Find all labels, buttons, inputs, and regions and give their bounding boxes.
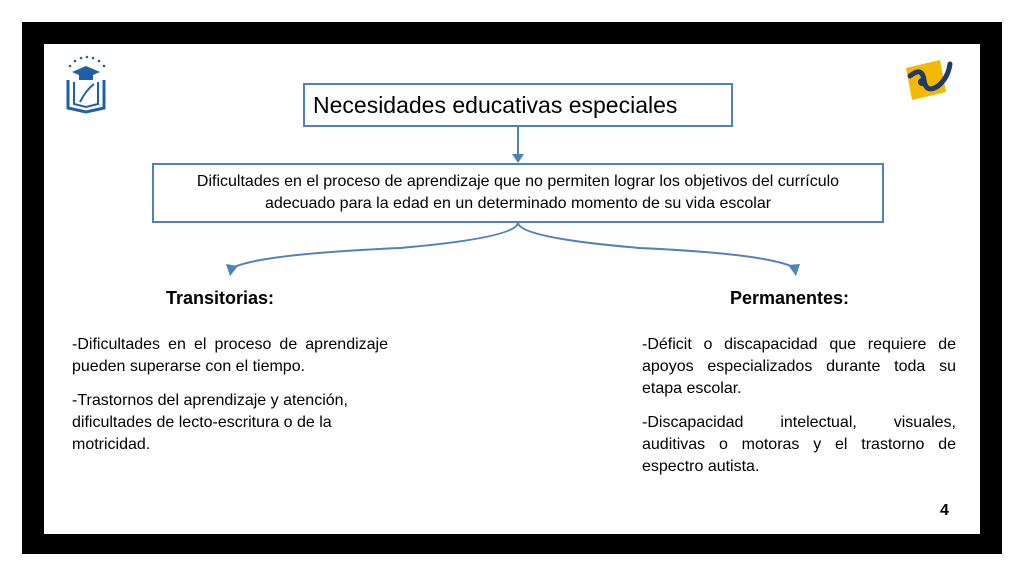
- right-column-text: [642, 334, 956, 490]
- description-box: [152, 163, 884, 223]
- left-branch-arrowhead: [226, 264, 238, 276]
- left-column-text: [72, 334, 388, 468]
- right-branch-curve: [518, 223, 795, 268]
- left-branch-curve: [232, 223, 518, 268]
- left-item-1: -Dificultades en el proceso de aprendizaje pueden superarse con el tiempo.: [72, 336, 388, 375]
- title-connector-arrowhead: [512, 154, 524, 163]
- right-item-1: -Déficit o discapacidad que requiere de apoyos especializados durante toda su etapa escolar.: [642, 336, 956, 397]
- main-title: Necesidades educativas especiales: [313, 91, 678, 118]
- right-column-heading: Permanentes:: [730, 288, 850, 308]
- left-column-heading: Transitorias:: [166, 288, 275, 308]
- right-branch-arrowhead: [788, 264, 800, 276]
- right-item-2: -Discapacidad intelectual, visuales, auditivas o motoras y el trastorno de espectro autista.: [642, 414, 956, 475]
- left-item-2: -Trastornos del aprendizaje y atención, dificultades de lecto-escritura o de la motricidad.: [72, 392, 348, 453]
- description-text: Dificultades en el proceso de aprendizaje que no permiten lograr los objetivos del currículo adecuado para la edad en un determinado momento de su vida escolar: [196, 173, 840, 212]
- page-number: 4: [940, 502, 949, 519]
